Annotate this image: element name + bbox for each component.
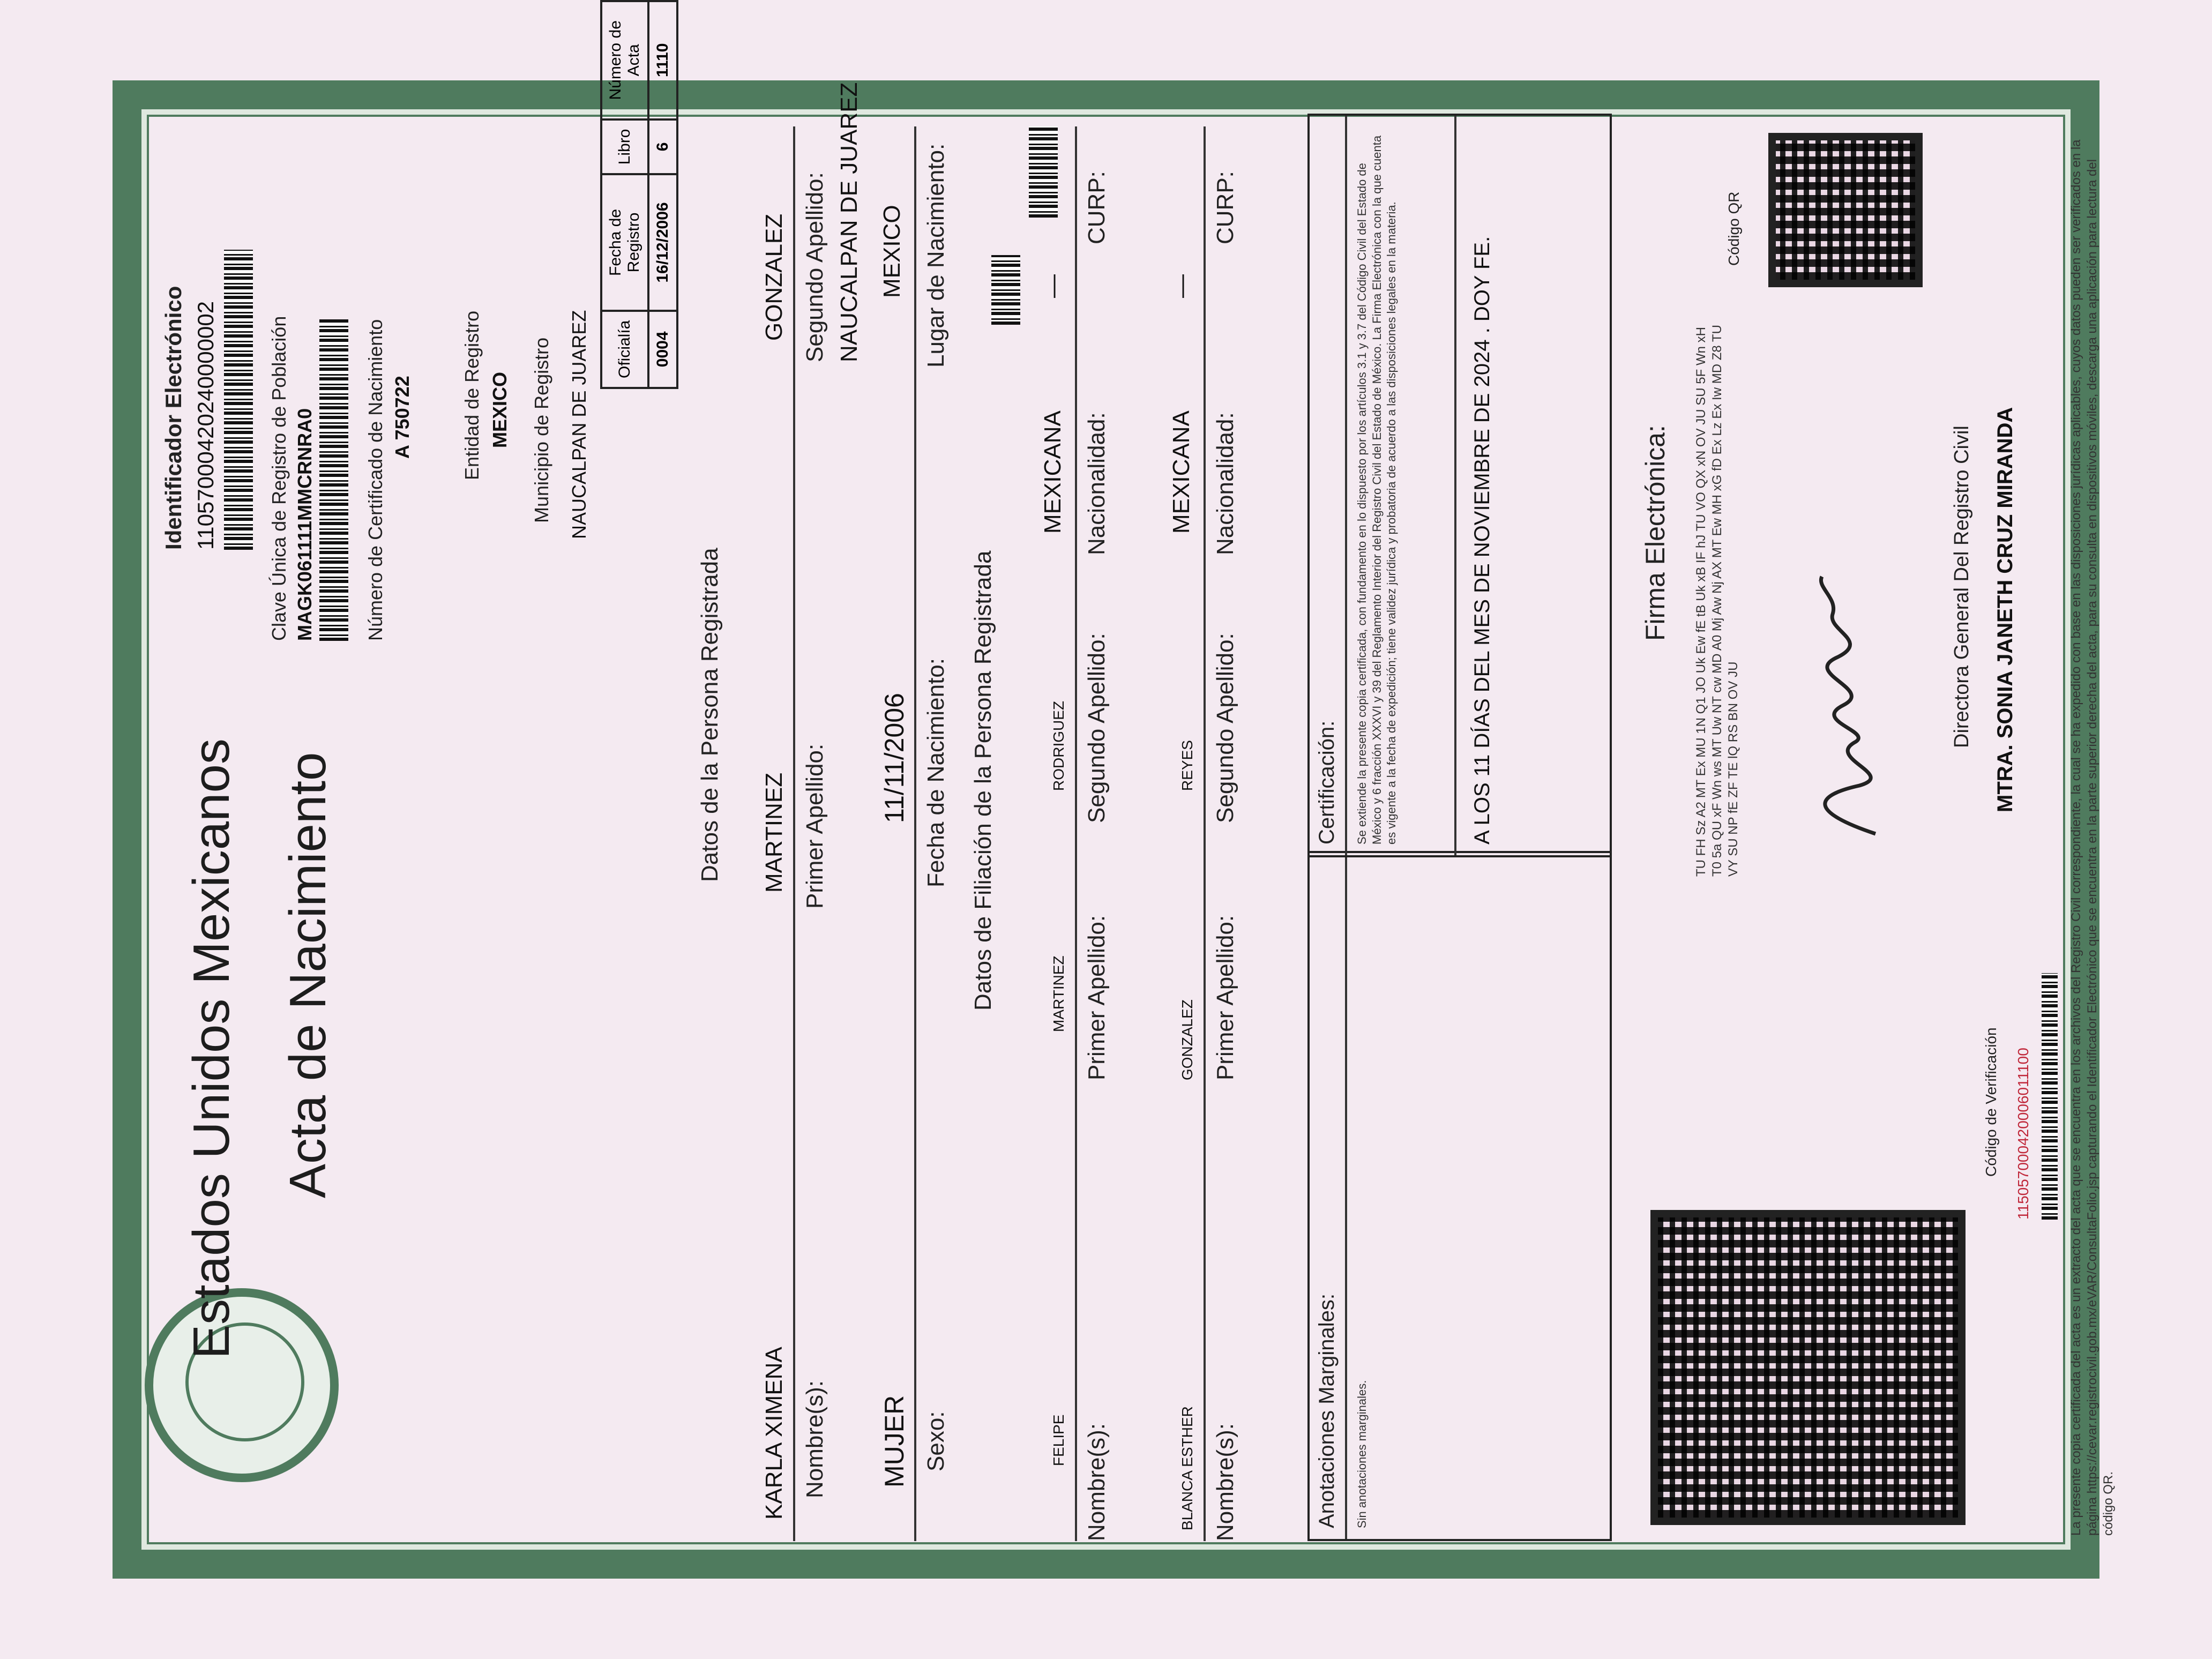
id-barcode — [224, 250, 253, 550]
certificacion-rule — [1345, 116, 1347, 855]
anotaciones-box — [1307, 851, 1612, 1541]
madre-nacionalidad-label: Nacionalidad: — [1212, 412, 1238, 555]
entidad-value: MEXICO — [489, 371, 511, 448]
persona-rule-1 — [793, 126, 795, 1541]
firmante-cargo: Directora General Del Registro Civil — [1951, 425, 1973, 748]
value-numero-acta: 1110 — [648, 1, 677, 119]
persona-rule-2 — [914, 126, 916, 1541]
footer-legal-text: La presente copia certificada del acta es un extracto del acta que se encuentra en los archivos del Registro Civil correspondiente, la cual se ha expedido con base en las disposiciones jurídicas aplicables, cuyos datos pueden ser verificados en la página https://cevar.registrocivil.gob.mx/eVAR/ConsultaFolio.jsp capturando el Identificador Electrónico que se encuentra en la parte superior derecha del acta, para su consulta en dispositivos móviles, descarga una aplicación para lectura del código QR. — [2069, 139, 2116, 1536]
madre-segundo-apellido-label: Segundo Apellido: — [1212, 633, 1238, 823]
entidad-label: Entidad de Registro — [461, 310, 483, 480]
persona-section-title: Datos de la Persona Registrada — [697, 548, 723, 882]
codigo-qr-label: Código QR — [1725, 191, 1742, 266]
madre-nacionalidad: MEXICANA — [1168, 410, 1194, 534]
header-numero-acta: Número de Acta — [601, 1, 648, 119]
large-qr-code — [1650, 1210, 1966, 1525]
persona-segundo-apellido: GONZALEZ — [761, 213, 787, 341]
filiacion-barcode — [991, 255, 1020, 325]
document-title: Acta de Nacimiento — [279, 752, 337, 1198]
certificacion-title: Certificación: — [1315, 720, 1339, 845]
municipio-value: NAUCALPAN DE JUAREZ — [568, 310, 590, 539]
anotaciones-rule — [1345, 853, 1347, 1539]
firma-title: Firma Electrónica: — [1640, 425, 1670, 641]
padre-segundo-apellido-label: Segundo Apellido: — [1083, 633, 1110, 823]
firma-hash: TU FH Sz A2 MT Ex MU 1N Q1 JO Uk Ew fE tB Uk xB IF hJ TU VO QX xN OV JU SU 5F Wn xH T0 5a QU xF Wn ws MT Uw NT cw MD A0 Mj Aw Nj AX MT Ew MH xG fD Ex Lz Ex Iw MD Z8 TU VY SU NP fE ZF TE lQ RS BN OV JU — [1694, 325, 1740, 877]
handwritten-signature — [1779, 566, 1918, 845]
padre-nombre: FELIPE — [1050, 1414, 1067, 1466]
value-fecha-registro: 16/12/2006 — [648, 174, 677, 310]
sexo-label: Sexo: — [923, 1411, 949, 1471]
madre-primer-apellido: GONZALEZ — [1179, 999, 1195, 1080]
madre-curp: — — [1168, 274, 1194, 298]
padre-nacionalidad-label: Nacionalidad: — [1083, 412, 1110, 555]
verificacion-label: Código de Verificación — [1983, 1027, 1999, 1177]
curp-label: Clave Única de Registro de Población — [268, 316, 290, 641]
curp-value: MAGK061111MMCRNRA0 — [294, 408, 316, 641]
lugar-nacimiento-2: MEXICO — [879, 205, 905, 298]
header-libro: Libro — [601, 119, 648, 175]
certificacion-rule-2 — [1454, 116, 1456, 855]
filiacion-section-title: Datos de Filiación de la Persona Registrada — [970, 550, 996, 1011]
persona-nombre: KARLA XIMENA — [761, 1347, 787, 1520]
padre-curp: — — [1040, 274, 1066, 298]
certificado-label: Número de Certificado de Nacimiento — [364, 319, 386, 641]
fecha-expedicion: A LOS 11 DÍAS DEL MES DE NOVIEMBRE DE 2024 . DOY FE. — [1470, 236, 1494, 845]
registro-table — [600, 0, 678, 389]
lugar-nacimiento-1: NAUCALPAN DE JUAREZ — [836, 82, 862, 362]
persona-primer-apellido: MARTINEZ — [761, 772, 787, 893]
nombre-label: Nombre(s): — [802, 1380, 828, 1498]
persona-sexo: MUJER — [879, 1395, 909, 1488]
segundo-apellido-label: Segundo Apellido: — [802, 172, 828, 362]
small-qr-code — [1768, 133, 1923, 287]
padre-nacionalidad: MEXICANA — [1040, 410, 1066, 534]
padre-rule — [1075, 126, 1077, 1541]
municipio-label: Municipio de Registro — [530, 337, 552, 523]
fecha-nacimiento-label: Fecha de Nacimiento: — [923, 658, 949, 887]
lugar-nacimiento-label: Lugar de Nacimiento: — [923, 143, 949, 368]
firmante-nombre: MTRA. SONIA JANETH CRUZ MIRANDA — [1993, 407, 2017, 812]
header-fecha-registro: Fecha de Registro — [601, 174, 648, 310]
id-electronico-label: Identificador Electrónico — [161, 286, 186, 550]
certificacion-box — [1307, 114, 1612, 857]
value-oficialia: 0004 — [648, 311, 677, 388]
padre-curp-label: CURP: — [1083, 171, 1110, 244]
padre-nombre-label: Nombre(s): — [1083, 1423, 1110, 1541]
padre-segundo-apellido: RODRIGUEZ — [1050, 701, 1067, 791]
certificacion-text: Se extiende la presente copia certificada, con fundamento en lo dispuesto por los artículos 3.1 y 3.7 del Código Civil del Estado de México y 6 fracción XXXVI y 39 del Reglamento Interior del Registro Civil del Estado de México. La Firma Electrónica con la que cuenta es vigente a la fecha de expedición; tiene validez jurídica y probatoria de acuerdo a las disposiciones legales en la materia. — [1355, 135, 1398, 845]
primer-apellido-label: Primer Apellido: — [802, 743, 828, 909]
certificado-value: A 750722 — [391, 376, 413, 459]
padre-primer-apellido: MARTINEZ — [1050, 955, 1067, 1032]
padre-primer-apellido-label: Primer Apellido: — [1083, 915, 1110, 1080]
verificacion-barcode — [2042, 973, 2058, 1220]
curp-barcode — [319, 319, 348, 641]
madre-curp-label: CURP: — [1212, 171, 1238, 244]
id-electronico-value: 11057000420240000002 — [193, 301, 218, 550]
verificacion-value: 115057000420006011100 — [2015, 1048, 2031, 1220]
madre-segundo-apellido: REYES — [1179, 740, 1195, 791]
madre-rule — [1204, 126, 1206, 1541]
madre-nombre: BLANCA ESTHER — [1179, 1406, 1195, 1530]
header-oficialia: Oficialía — [601, 311, 648, 388]
madre-primer-apellido-label: Primer Apellido: — [1212, 915, 1238, 1080]
anotaciones-title: Anotaciones Marginales: — [1315, 1293, 1339, 1528]
value-libro: 6 — [648, 119, 677, 175]
national-seal-icon — [145, 1288, 339, 1482]
anotaciones-text: Sin anotaciones marginales. — [1355, 1380, 1369, 1528]
padre-curp-barcode — [1029, 126, 1058, 218]
country-title: Estados Unidos Mexicanos — [183, 738, 240, 1359]
madre-nombre-label: Nombre(s): — [1212, 1423, 1238, 1541]
persona-fecha-nacimiento: 11/11/2006 — [879, 693, 909, 823]
